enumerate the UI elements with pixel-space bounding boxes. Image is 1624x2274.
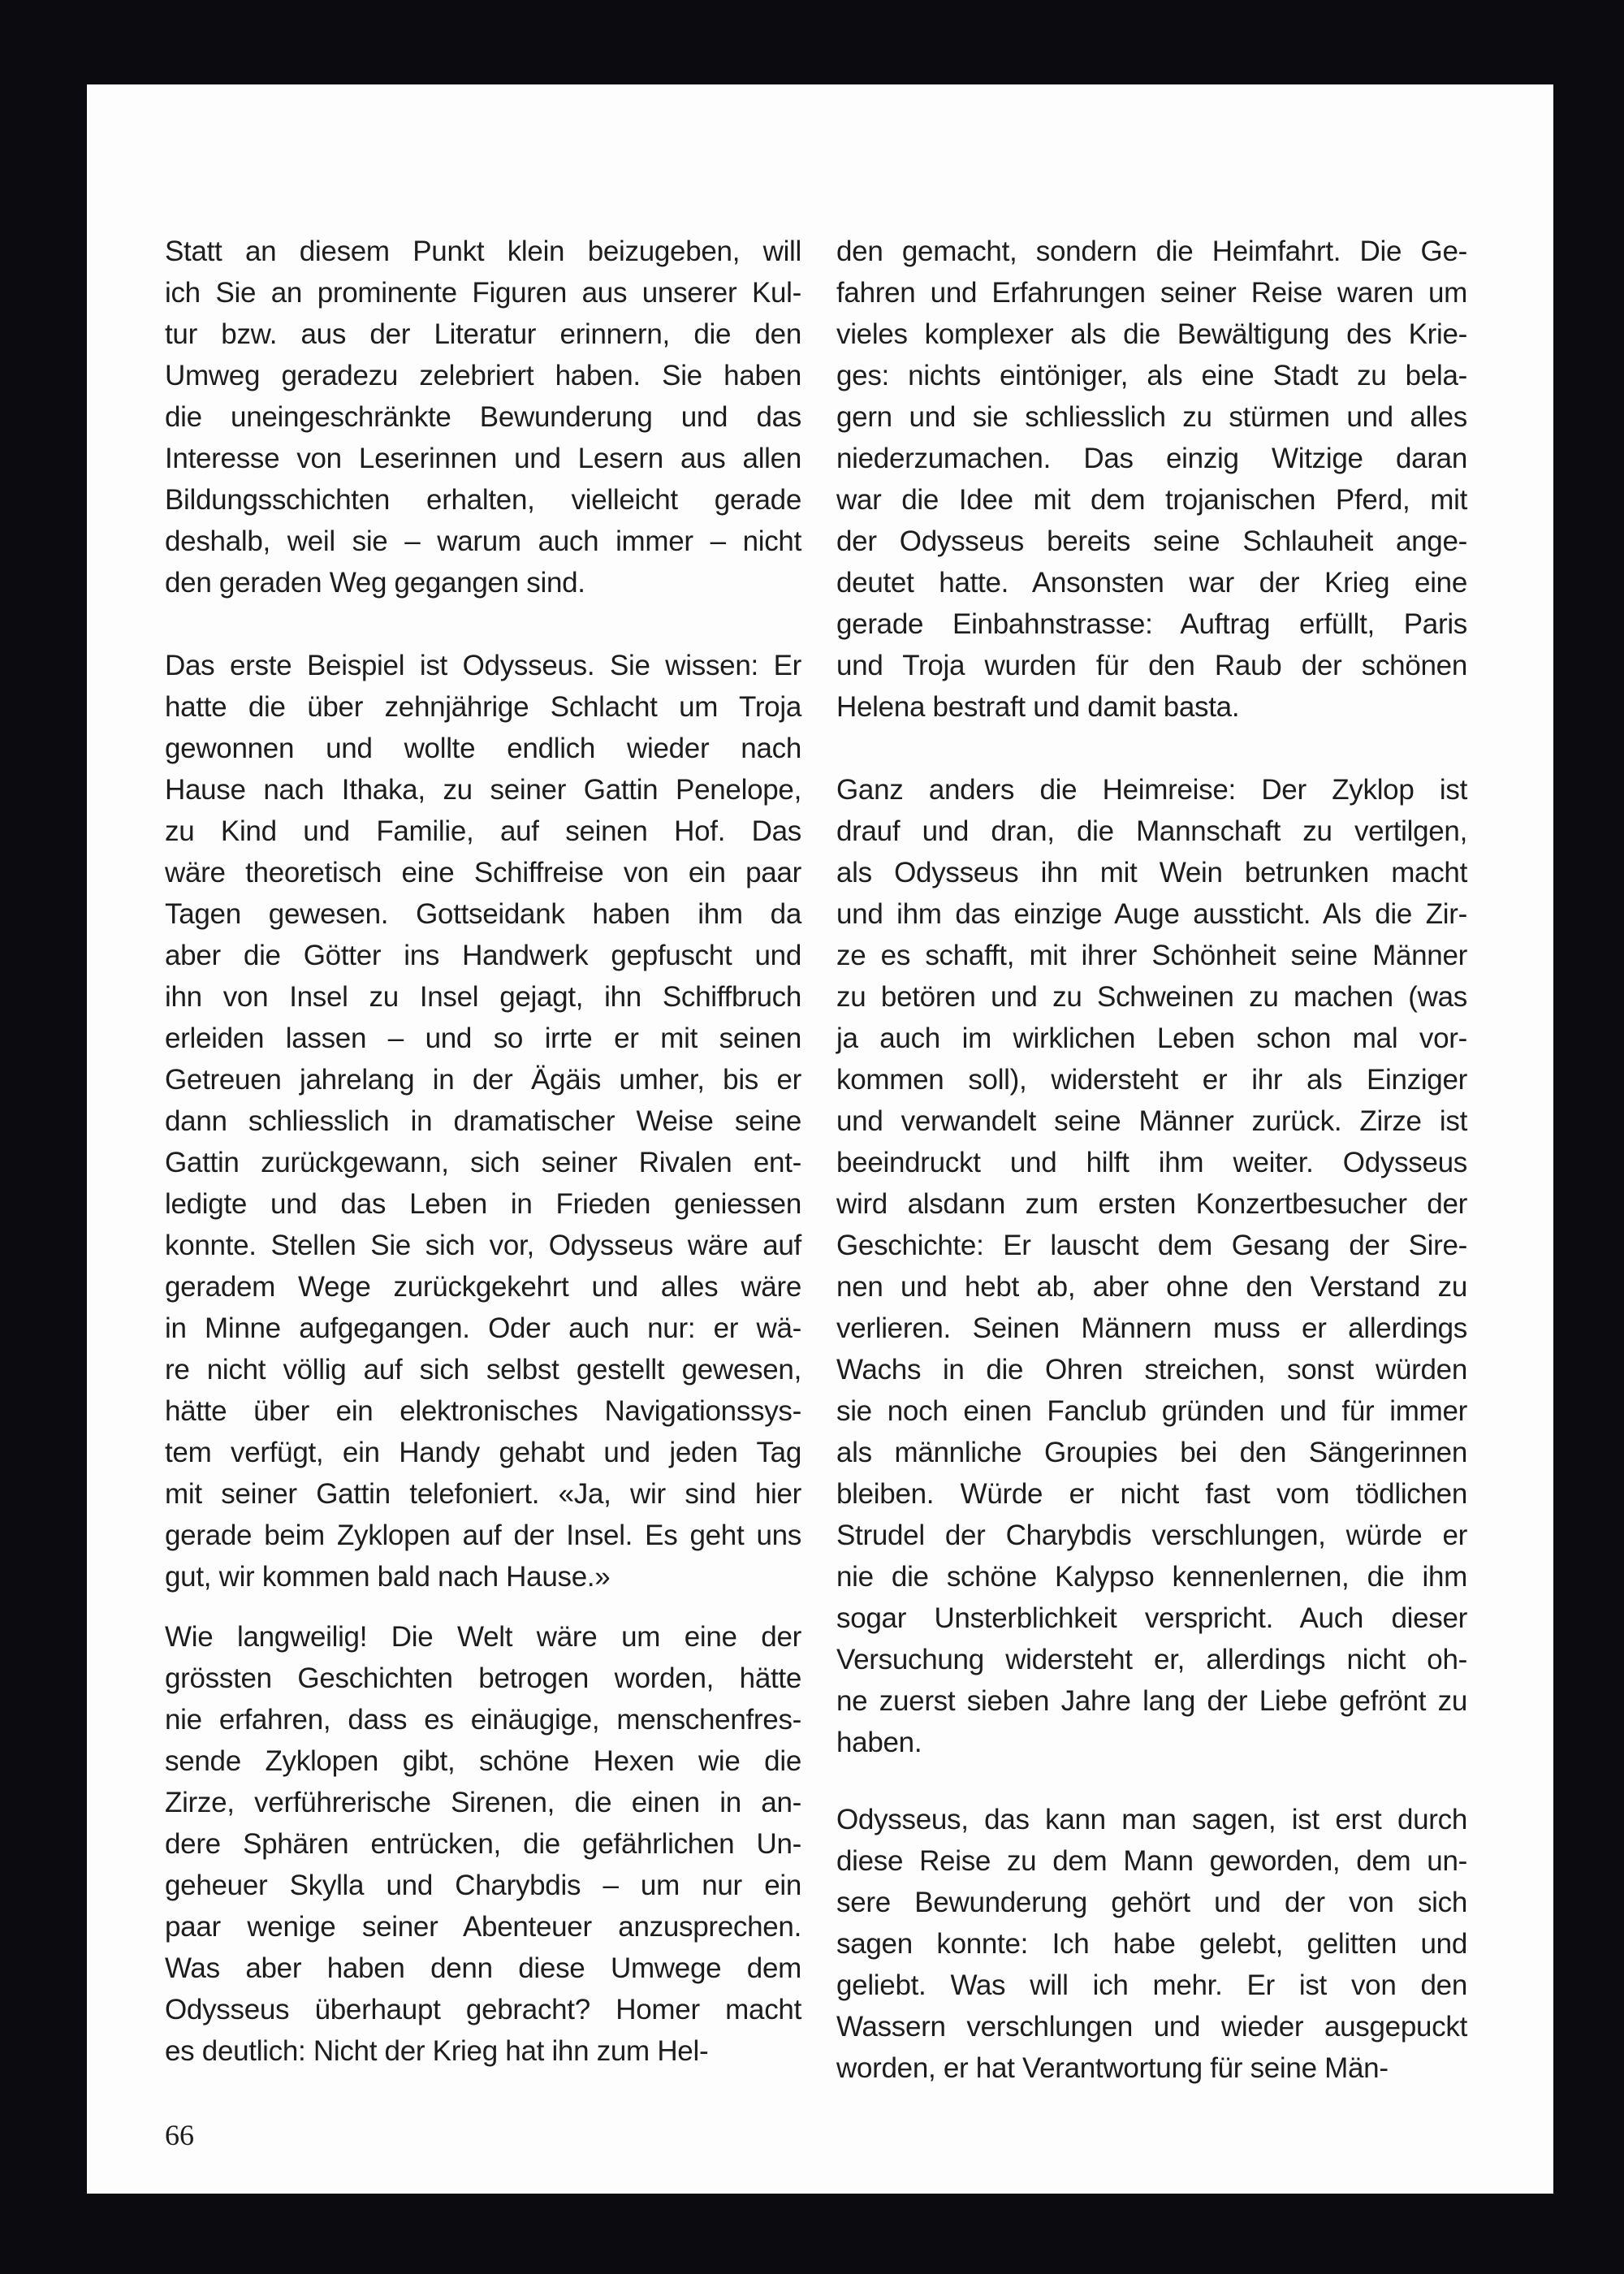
text-line: haben. — [836, 1727, 922, 1758]
text-line: gewonnen und wollte endlich wieder nach — [165, 733, 801, 764]
text-line: deshalb, weil sie – warum auch immer – nicht — [165, 525, 801, 557]
text-line: verlieren. Seinen Männern muss er allerdings — [836, 1312, 1467, 1344]
text-line: Wie langweilig! Die Welt wäre um eine der — [165, 1621, 801, 1653]
text-line: gern und sie schliesslich zu stürmen und alles — [836, 401, 1467, 433]
page-number: 66 — [165, 2119, 194, 2151]
text-line: die uneingeschränkte Bewunderung und das — [165, 401, 801, 433]
text-line: es deutlich: Nicht der Krieg hat ihn zum Hel- — [165, 2035, 709, 2067]
text-line: zu betören und zu Schweinen zu machen (was — [836, 981, 1467, 1013]
text-line: und verwandelt seine Männer zurück. Zirze ist — [836, 1105, 1467, 1137]
text-line: nen und hebt ab, aber ohne den Verstand zu — [836, 1271, 1467, 1303]
text-line: gerade beim Zyklopen auf der Insel. Es geht uns — [165, 1520, 801, 1551]
text-line: zu Kind und Familie, auf seinen Hof. Das — [165, 815, 801, 847]
text-line: vieles komplexer als die Bewältigung des Krie- — [836, 318, 1467, 350]
text-line: sere Bewunderung gehört und der von sich — [836, 1887, 1467, 1918]
text-line: ihn von Insel zu Insel gejagt, ihn Schiffbruch — [165, 981, 801, 1013]
text-line: gut, wir kommen bald nach Hause.» — [165, 1561, 611, 1593]
text-line: Tagen gewesen. Gottseidank haben ihm da — [165, 898, 801, 930]
text-line: bleiben. Würde er nicht fast vom tödlichen — [836, 1478, 1467, 1510]
text-line: geheuer Skylla und Charybdis – um nur ein — [165, 1870, 801, 1901]
text-line: tem verfügt, ein Handy gehabt und jeden Tag — [165, 1437, 801, 1468]
text-line: in Minne aufgegangen. Oder auch nur: er wä- — [165, 1312, 801, 1344]
text-line: re nicht völlig auf sich selbst gestellt gewesen, — [165, 1354, 801, 1386]
text-line: als männliche Groupies bei den Sängerinnen — [836, 1437, 1467, 1468]
text-line: niederzumachen. Das einzig Witzige daran — [836, 443, 1467, 474]
text-line: gerade Einbahnstrasse: Auftrag erfüllt, Paris — [836, 608, 1467, 640]
text-line: als Odysseus ihn mit Wein betrunken macht — [836, 857, 1467, 888]
text-line: geradem Wege zurückgekehrt und alles wäre — [165, 1271, 801, 1303]
text-line: wird alsdann zum ersten Konzertbesucher der — [836, 1188, 1467, 1220]
text-line: Wassern verschlungen und wieder ausgepuckt — [836, 2011, 1467, 2043]
text-line: aber die Götter ins Handwerk gepfuscht und — [165, 940, 801, 971]
text-line: fahren und Erfahrungen seiner Reise waren um — [836, 277, 1467, 309]
text-line: und Troja wurden für den Raub der schönen — [836, 650, 1467, 681]
text-line: Das erste Beispiel ist Odysseus. Sie wissen: Er — [165, 650, 801, 681]
text-line: erleiden lassen – und so irrte er mit seinen — [165, 1022, 801, 1054]
text-line: tur bzw. aus der Literatur erinnern, die den — [165, 318, 801, 350]
text-line: ledigte und das Leben in Frieden geniessen — [165, 1188, 801, 1220]
book-page — [87, 84, 1553, 2194]
text-line: Umweg geradezu zelebriert haben. Sie haben — [165, 360, 801, 391]
text-line: kommen soll), widersteht er ihr als Einziger — [836, 1064, 1467, 1096]
text-line: sagen konnte: Ich habe gelebt, gelitten und — [836, 1928, 1467, 1960]
text-line: Strudel der Charybdis verschlungen, würde er — [836, 1520, 1467, 1551]
text-line: hatte die über zehnjährige Schlacht um Troja — [165, 691, 801, 723]
text-line: geliebt. Was will ich mehr. Er ist von den — [836, 1969, 1467, 2001]
text-line: Versuchung widersteht er, allerdings nicht oh- — [836, 1644, 1467, 1675]
text-line: und ihm das einzige Auge aussticht. Als die Zir- — [836, 898, 1467, 930]
text-line: Getreuen jahrelang in der Ägäis umher, bis er — [165, 1064, 801, 1096]
text-line: Geschichte: Er lauscht dem Gesang der Sire- — [836, 1230, 1467, 1261]
text-line: ze es schafft, mit ihrer Schönheit seine Männer — [836, 940, 1467, 971]
text-line: der Odysseus bereits seine Schlauheit ange- — [836, 525, 1467, 557]
text-line: Statt an diesem Punkt klein beizugeben, will — [165, 236, 801, 267]
text-line: drauf und dran, die Mannschaft zu vertilgen, — [836, 815, 1467, 847]
text-line: diese Reise zu dem Mann geworden, dem un- — [836, 1845, 1467, 1877]
text-line: Interesse von Leserinnen und Lesern aus allen — [165, 443, 801, 474]
text-line: sie noch einen Fanclub gründen und für immer — [836, 1395, 1467, 1427]
text-line: ich Sie an prominente Figuren aus unserer Kul- — [165, 277, 801, 309]
text-line: konnte. Stellen Sie sich vor, Odysseus wäre auf — [165, 1230, 801, 1261]
text-line: nie erfahren, dass es einäugige, menschenfres- — [165, 1704, 801, 1736]
text-line: Was aber haben denn diese Umwege dem — [165, 1952, 801, 1984]
text-line: grössten Geschichten betrogen worden, hätte — [165, 1662, 801, 1694]
text-line: Zirze, verführerische Sirenen, die einen in an- — [165, 1787, 801, 1818]
text-line: dere Sphären entrücken, die gefährlichen Un- — [165, 1828, 801, 1860]
text-line: beeindruckt und hilft ihm weiter. Odysseus — [836, 1147, 1467, 1178]
text-line: nie die schöne Kalypso kennenlernen, die ihm — [836, 1561, 1467, 1593]
text-line: sende Zyklopen gibt, schöne Hexen wie die — [165, 1745, 801, 1777]
text-line: Bildungsschichten erhalten, vielleicht gerade — [165, 484, 801, 516]
text-line: Gattin zurückgewann, sich seiner Rivalen ent- — [165, 1147, 801, 1178]
text-line: Hause nach Ithaka, zu seiner Gattin Penelope, — [165, 774, 801, 806]
text-line: war die Idee mit dem trojanischen Pferd, mit — [836, 484, 1467, 516]
text-line: worden, er hat Verantwortung für seine Män- — [836, 2052, 1389, 2084]
text-line: Odysseus überhaupt gebracht? Homer macht — [165, 1994, 801, 2025]
text-line: hätte über ein elektronisches Navigationssys- — [165, 1395, 801, 1427]
text-line: ges: nichts eintöniger, als eine Stadt zu bela- — [836, 360, 1467, 391]
text-line: mit seiner Gattin telefoniert. «Ja, wir sind hier — [165, 1478, 801, 1510]
text-line: dann schliesslich in dramatischer Weise seine — [165, 1105, 801, 1137]
text-line: ne zuerst sieben Jahre lang der Liebe gefrönt zu — [836, 1685, 1467, 1717]
text-line: Odysseus, das kann man sagen, ist erst durch — [836, 1804, 1467, 1835]
text-line: wäre theoretisch eine Schiffreise von ein paar — [165, 857, 801, 888]
text-line: deutet hatte. Ansonsten war der Krieg eine — [836, 567, 1467, 599]
text-line: Ganz anders die Heimreise: Der Zyklop ist — [836, 774, 1467, 806]
text-line: sogar Unsterblichkeit verspricht. Auch dieser — [836, 1602, 1467, 1634]
text-line: Helena bestraft und damit basta. — [836, 691, 1240, 723]
text-line: den gemacht, sondern die Heimfahrt. Die Ge- — [836, 236, 1467, 267]
text-line: ja auch im wirklichen Leben schon mal vor- — [836, 1022, 1467, 1054]
text-line: den geraden Weg gegangen sind. — [165, 567, 585, 599]
text-line: paar wenige seiner Abenteuer anzusprechen. — [165, 1911, 801, 1943]
text-line: Wachs in die Ohren streichen, sonst würden — [836, 1354, 1467, 1386]
